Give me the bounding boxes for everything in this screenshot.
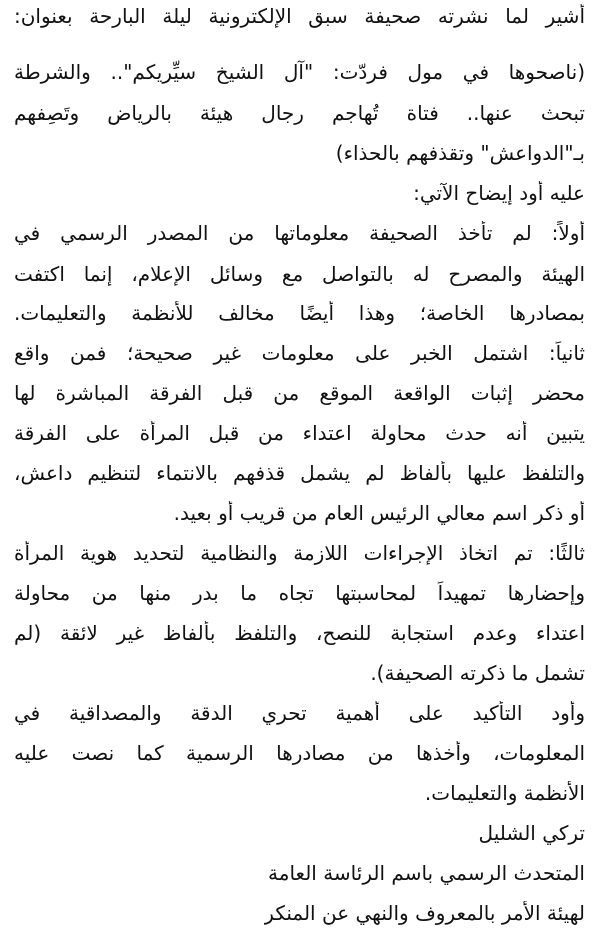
text-line: تبحث عنها.. فتاة تُهاجم رجال هيئة بالرياض وتَصِفهم bbox=[14, 101, 585, 125]
text-line: ثالثًا: تم اتخاذ الإجراءات اللازمة والنظامية لتحديد هوية المرأة bbox=[14, 541, 585, 565]
text-line: المعلومات، وأخذها من مصادرها الرسمية كما نصت عليه bbox=[14, 741, 585, 765]
text-line: أو ذكر اسم معالي الرئيس العام من قريب أو بعيد. bbox=[173, 501, 585, 525]
text-line: محضر إثبات الواقعة الموقع من قبل الفرقة المباشرة لها bbox=[14, 381, 585, 405]
text-line: الهيئة والمصرح له بالتواصل مع وسائل الإعلام، إنما اكتفت bbox=[14, 262, 585, 286]
text-line: أشير لما نشرته صحيفة سبق الإلكترونية ليلة البارحة بعنوان: bbox=[14, 4, 585, 28]
signature-name: تركي الشليل bbox=[478, 821, 585, 845]
text-line: الأنظمة والتعليمات. bbox=[424, 781, 585, 805]
text-line: تشمل ما ذكرته الصحيفة). bbox=[370, 661, 585, 685]
signature-title: المتحدث الرسمي باسم الرئاسة العامة bbox=[268, 861, 585, 885]
text-line: بـ"الدواعش" وتقذفهم بالحذاء) bbox=[335, 141, 585, 165]
text-line: وأود التأكيد على أهمية تحري الدقة والمصداقية في bbox=[14, 701, 585, 725]
text-line: والتلفظ عليها بألفاظ لم يشمل قذفهم بالانتماء لتنظيم داعش، bbox=[14, 461, 585, 485]
text-line: عليه أود إيضاح الآتي: bbox=[413, 181, 585, 205]
text-line: ثانياً: اشتمل الخبر على معلومات غير صحيحة؛ فمن واقع bbox=[14, 341, 585, 365]
signature-organization: لهيئة الأمر بالمعروف والنهي عن المنكر bbox=[264, 901, 585, 925]
text-line: اعتداء وعدم استجابة للنصح، والتلفظ بألفاظ غير لائقة (لم bbox=[14, 621, 585, 645]
text-line: يتبين أنه حدث محاولة اعتداء من قبل المرأة على الفرقة bbox=[14, 421, 585, 445]
text-line: أولاً: لم تأخذ الصحيفة معلوماتها من المصدر الرسمي في bbox=[14, 221, 585, 245]
text-line: وإحضارها تمهيداً لمحاسبتها تجاه ما بدر منها من محاولة bbox=[14, 581, 585, 605]
text-line: (ناصحوها في مول فردّت: "آل الشيخ سيِّرِيكم".. والشرطة bbox=[14, 60, 585, 84]
text-line: بمصادرها الخاصة؛ وهذا أيضًا مخالف للأنظمة والتعليمات. bbox=[14, 301, 585, 325]
